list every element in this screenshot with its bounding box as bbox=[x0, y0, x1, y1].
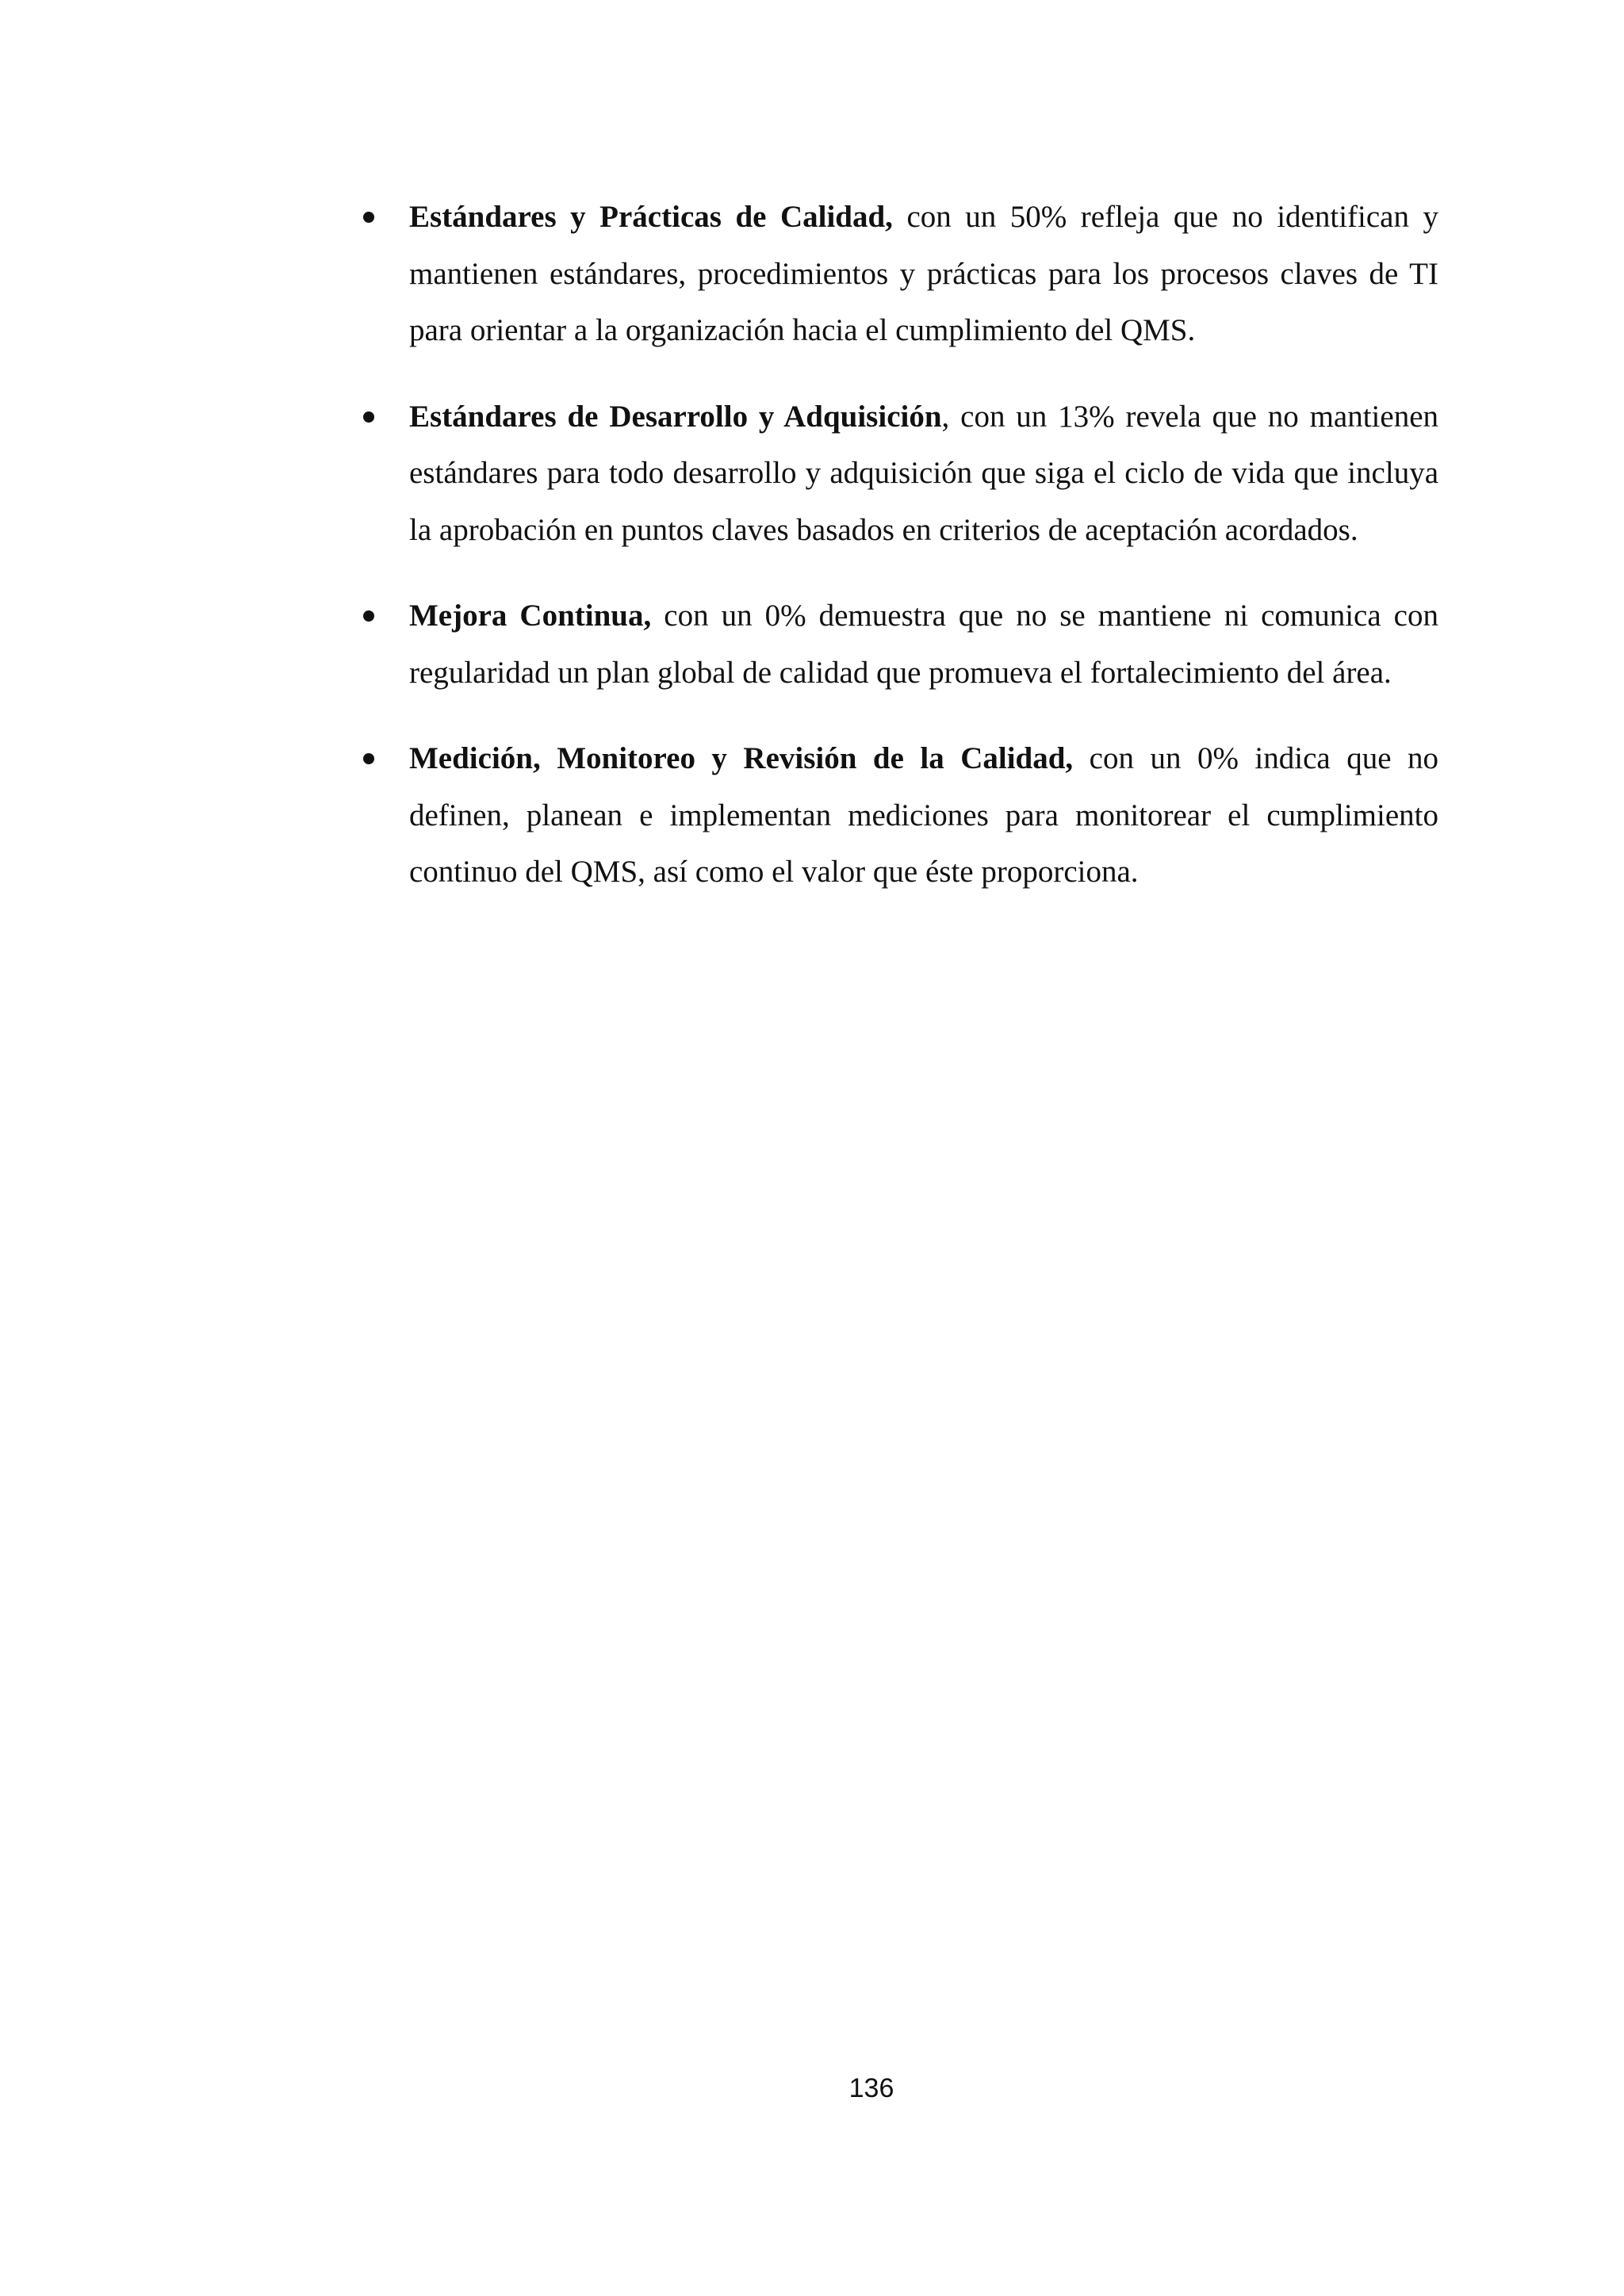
list-item bbox=[355, 587, 1438, 701]
bullet-body: , con un 13% revela que no mantienen estándares para todo desarrollo y adquisición que siga el ciclo de vida que incluya la aprobación en puntos claves basados en criterios de aceptación acordados. bbox=[409, 399, 1439, 547]
bullet-body: con un 0% indica que no definen, planean e implementan mediciones para monitorear el cumplimiento continuo del QMS, así como el valor que éste proporciona. bbox=[409, 741, 1438, 889]
list-item bbox=[355, 189, 1438, 359]
bullet-icon bbox=[363, 753, 374, 764]
bullet-icon bbox=[363, 411, 374, 423]
bullet-text bbox=[409, 741, 1438, 889]
bullet-icon bbox=[363, 610, 374, 622]
bullet-term: Medición, Monitoreo y Revisión de la Calidad, bbox=[409, 741, 1074, 775]
bullet-term: Mejora Continua, bbox=[409, 599, 652, 633]
list-item bbox=[355, 388, 1438, 559]
bullet-list bbox=[355, 189, 1438, 930]
bullet-body: con un 0% demuestra que no se mantiene ni comunica con regularidad un plan global de calidad que promueva el fortalecimiento del área. bbox=[409, 599, 1438, 690]
bullet-text bbox=[409, 200, 1438, 347]
bullet-term: Estándares y Prácticas de Calidad, bbox=[409, 200, 893, 234]
page-number: 136 bbox=[848, 2073, 894, 2103]
bullet-icon bbox=[363, 212, 374, 223]
bullet-body: con un 50% refleja que no identifican y mantienen estándares, procedimientos y prácticas para los procesos claves de TI para orientar a la organización hacia el cumplimiento del QMS. bbox=[409, 200, 1438, 347]
list-item bbox=[355, 730, 1438, 901]
bullet-text bbox=[409, 400, 1438, 547]
bullet-term: Estándares de Desarrollo y Adquisición bbox=[409, 399, 942, 434]
bullet-text bbox=[409, 599, 1438, 690]
